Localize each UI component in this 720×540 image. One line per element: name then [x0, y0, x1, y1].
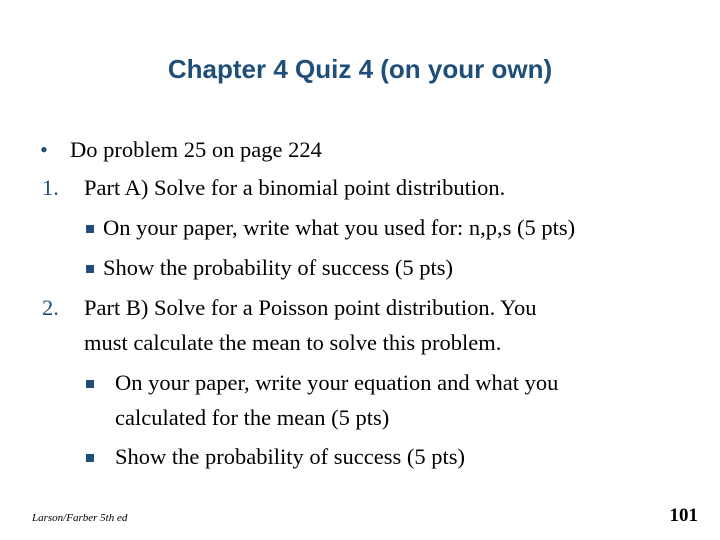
- sub-item-probability-b: Show the probability of success (5 pts): [115, 444, 465, 469]
- sub-item-equation-line2: calculated for the mean (5 pts): [115, 405, 390, 430]
- square-bullet-icon: [86, 225, 94, 233]
- page-number: 101: [669, 505, 698, 526]
- square-bullet-icon: [86, 265, 94, 273]
- list-item-part-b-line2: must calculate the mean to solve this problem.: [84, 330, 502, 355]
- number-marker-2: 2.: [42, 295, 59, 320]
- list-item-part-a: Part A) Solve for a binomial point distribution.: [84, 175, 506, 200]
- slide-title: Chapter 4 Quiz 4 (on your own): [167, 54, 553, 84]
- square-bullet-icon: [86, 380, 94, 388]
- sub-item-write-used: On your paper, write what you used for: n,p,s (5 pts): [103, 215, 576, 240]
- square-bullet-icon: [86, 454, 94, 462]
- sub-item-probability-a: Show the probability of success (5 pts): [103, 255, 453, 280]
- sub-item-equation-line1: On your paper, write your equation and what you: [115, 370, 559, 395]
- footer-citation: Larson/Farber 5th ed: [32, 512, 128, 524]
- list-item-part-b-line1: Part B) Solve for a Poisson point distribution. You: [84, 295, 537, 320]
- list-item-problem: Do problem 25 on page 224: [70, 137, 322, 162]
- number-marker-1: 1.: [42, 175, 59, 200]
- bullet-marker: •: [40, 137, 48, 162]
